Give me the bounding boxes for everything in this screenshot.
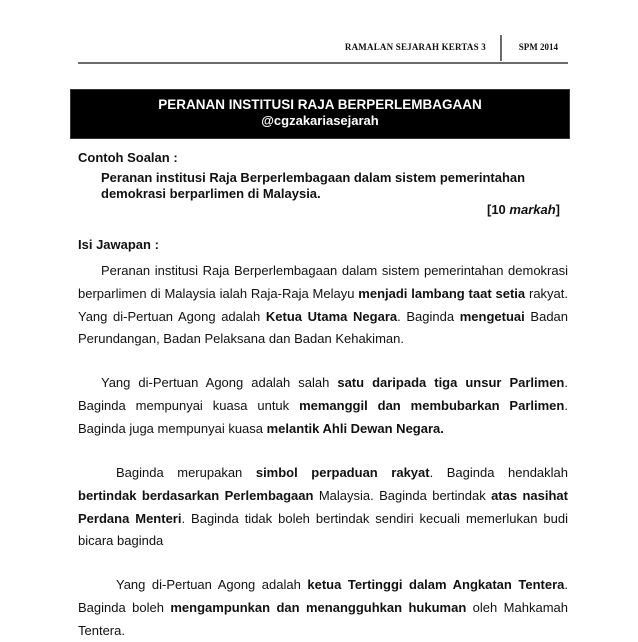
question-line-1: Peranan institusi Raja Berperlembagaan dalam sistem pemerintahan <box>101 170 526 185</box>
bold-run: simbol perpaduan rakyat <box>255 465 430 480</box>
bold-run: ketua Tertinggi dalam Angkatan Tentera <box>307 577 565 592</box>
text-run: . Baginda juga mempunyai kuasa <box>78 397 568 436</box>
bold-run: atas nasihat Perdana Menteri <box>78 487 568 526</box>
bold-run: memanggil dan membubarkan Parlimen <box>299 397 565 413</box>
marks-open: [10 <box>487 202 510 217</box>
bold-run: melantik Ahli Dewan Negara. <box>266 420 444 436</box>
bold-run: menjadi lambang taat setia <box>358 285 526 301</box>
bold-run: Ketua Utama Negara <box>265 308 398 324</box>
bold-run: bertindak berdasarkan Perlembagaan <box>78 487 314 503</box>
text-run: . Baginda boleh <box>78 577 568 615</box>
answer-paragraph-1 <box>78 260 568 351</box>
text-run: Yang di-Pertuan Agong adalah salah <box>101 375 338 390</box>
answer-label: Isi Jawapan : <box>78 237 159 252</box>
text-run: Yang di-Pertuan Agong adalah <box>116 577 308 592</box>
page-title: PERANAN INSTITUSI RAJA BERPERLEMBAGAAN <box>158 97 482 112</box>
question-marks <box>487 202 560 217</box>
header-divider <box>500 35 502 61</box>
answer-paragraph-2 <box>78 372 568 440</box>
bold-run: satu daripada tiga unsur Parlimen <box>337 375 565 390</box>
page-header <box>78 32 568 64</box>
marks-word: markah <box>509 202 556 217</box>
header-title: RAMALAN SEJARAH KERTAS 3 <box>344 42 486 52</box>
question-line-2: demokrasi berparlimen di Malaysia. <box>101 186 321 201</box>
text-run: Badan Perundangan, Badan Pelaksana dan Badan Kehakiman. <box>78 308 569 347</box>
text-run: rakyat. Yang di-Pertuan Agong adalah <box>78 285 569 324</box>
header-exam: SPM 2014 <box>518 42 558 52</box>
author-handle: @cgzakariasejarah <box>261 113 379 128</box>
text-run: . Baginda mempunyai kuasa untuk <box>78 375 568 413</box>
text-run: Peranan institusi Raja Berperlembagaan dalam sistem pemerintahan demokrasi berparlimen di Malaysia ialah Raja-Raja Melayu <box>78 263 568 301</box>
text-run: . Baginda tidak boleh bertindak sendiri kecuali memerlukan budi bicara baginda <box>78 510 568 549</box>
text-run: . Baginda hendaklah <box>429 465 568 480</box>
marks-close: ] <box>555 202 560 217</box>
question-label: Contoh Soalan : <box>78 150 178 165</box>
text-run: Baginda merupakan <box>116 465 256 480</box>
text-run: oleh Mahkamah Tentera. <box>78 599 568 638</box>
bold-run: mengetuai <box>459 308 525 324</box>
title-banner <box>70 89 570 139</box>
text-run: Malaysia. Baginda bertindak <box>313 487 492 503</box>
bold-run: mengampunkan dan menangguhkan hukuman <box>170 599 467 615</box>
answer-paragraph-4 <box>78 574 568 642</box>
text-run: . Baginda <box>397 308 460 324</box>
answer-paragraph-3 <box>78 462 568 553</box>
